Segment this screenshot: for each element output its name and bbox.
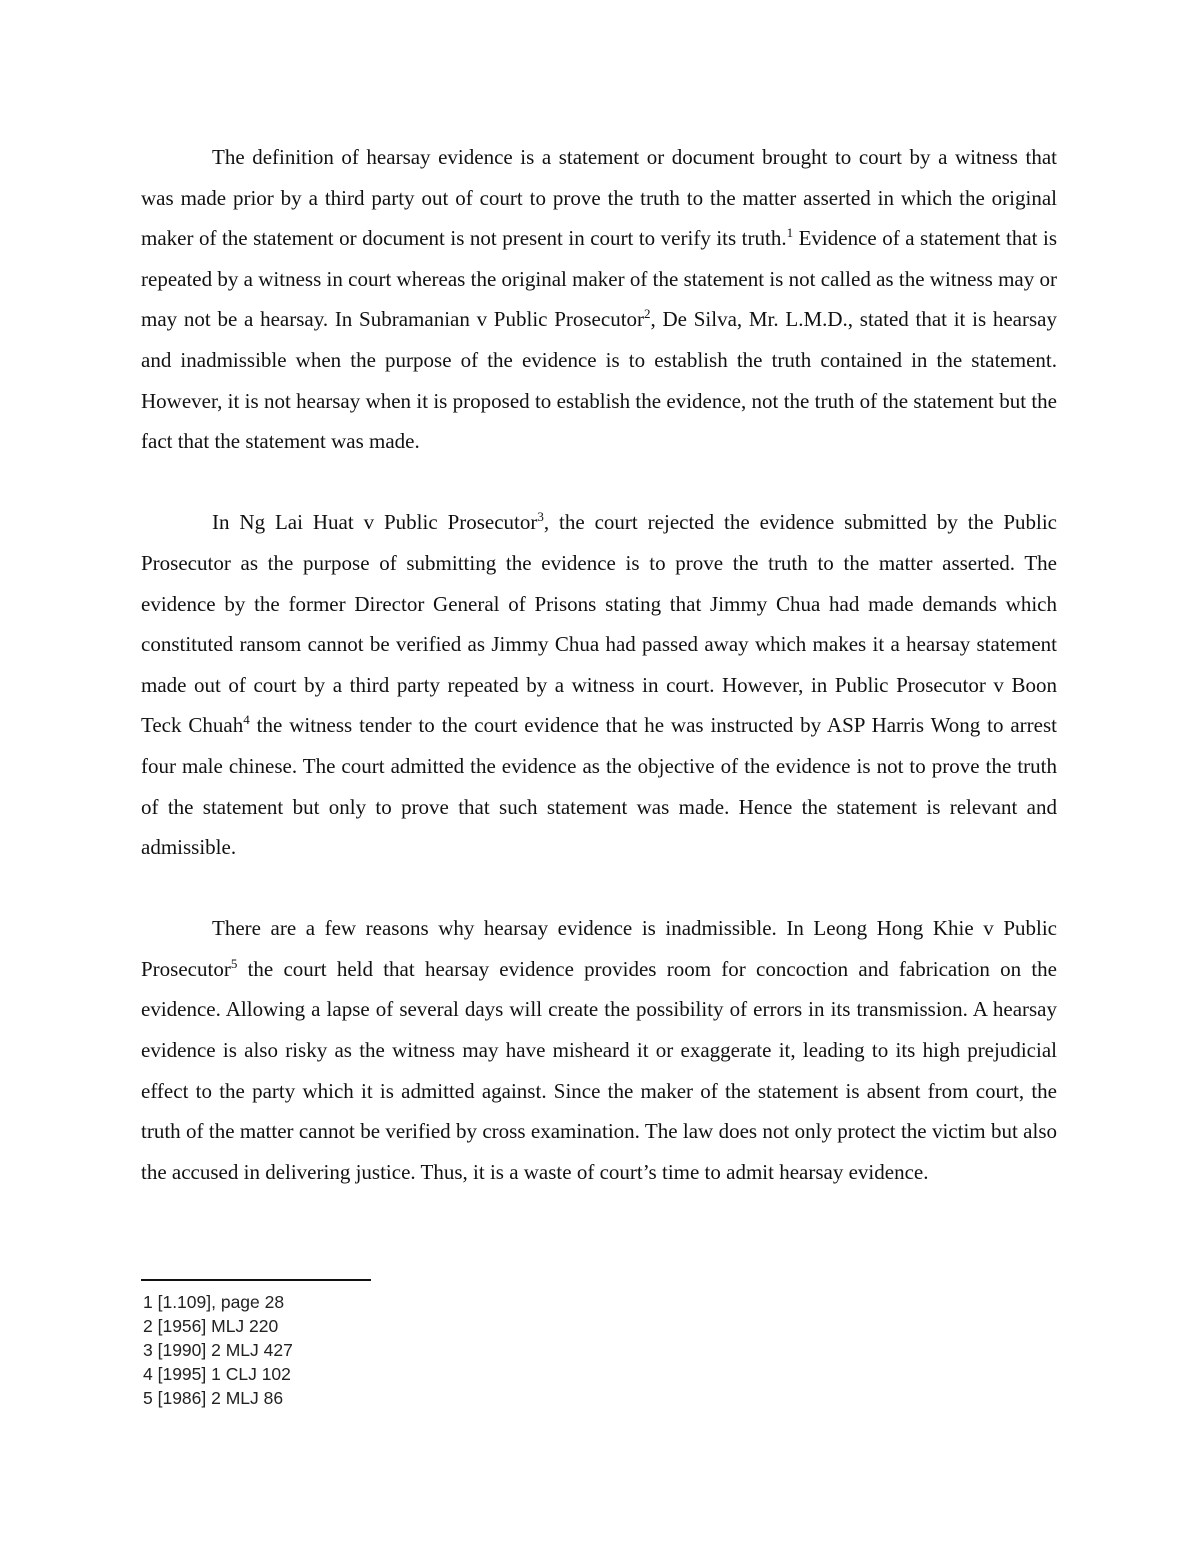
body-text — [141, 137, 1057, 1192]
footnotes — [143, 1290, 743, 1410]
paragraph-text: , De Silva, Mr. L.M.D., stated that it is hearsay and inadmissible when the purpose of the evidence is to establish the truth contained in the statement. However, it is not hearsay when it is proposed to establish the evidence, not the truth of the statement but the fact that the statement was made. — [141, 307, 1057, 454]
footnote-ref-2: 2 — [644, 306, 651, 322]
paragraph-text: Evidence of a statement that is repeated by a witness in court whereas the original maker of the statement is not called as the witness may or may not be a hearsay. In Subramanian v Public Prosecutor — [141, 226, 1057, 332]
footnote-2: 2 [1956] MLJ 220 — [143, 1316, 279, 1336]
footnote-separator — [141, 1279, 371, 1281]
footnote-ref-4: 4 — [243, 712, 250, 728]
paragraph-text: There are a few reasons why hearsay evidence is inadmissible. In Leong Hong Khie v Public Prosecutor — [141, 916, 1057, 981]
paragraph-2 — [141, 502, 1057, 867]
footnote-5: 5 [1986] 2 MLJ 86 — [143, 1388, 284, 1408]
paragraph-text: , the court rejected the evidence submitted by the Public Prosecutor as the purpose of submitting the evidence is to prove the truth to the matter asserted. The evidence by the former Director General of Prisons stating that Jimmy Chua had made demands which constituted ransom cannot be verified as Jimmy Chua had passed away which makes it a hearsay statement made out of court by a third party repeated by a witness in court. However, in Public Prosecutor v Boon Teck Chuah — [141, 510, 1057, 738]
paragraph-text: The definition of hearsay evidence is a statement or document brought to court by a witness that was made prior by a third party out of court to prove the truth to the matter asserted in which the original maker of the statement or document is not present in court to verify its truth. — [141, 145, 1057, 251]
footnote-ref-3: 3 — [537, 509, 544, 525]
paragraph-1 — [141, 137, 1057, 462]
paragraph-text: In Ng Lai Huat v Public Prosecutor — [212, 510, 538, 535]
footnote-4: 4 [1995] 1 CLJ 102 — [143, 1364, 291, 1384]
footnote-3: 3 [1990] 2 MLJ 427 — [143, 1340, 293, 1360]
footnote-ref-1: 1 — [786, 225, 794, 241]
paragraph-text: the witness tender to the court evidence that he was instructed by ASP Harris Wong to arrest four male chinese. The court admitted the evidence as the objective of the evidence is not to prove the truth of the statement but only to prove that such statement was made. Hence the statement is relevant and admissible. — [141, 713, 1057, 860]
paragraph-3 — [141, 908, 1057, 1192]
footnote-1: 1 [1.109], page 28 — [143, 1292, 285, 1312]
paragraph-text: the court held that hearsay evidence provides room for concoction and fabrication on the evidence. Allowing a lapse of several days will create the possibility of errors in its transmission. A hearsay evidence is also risky as the witness may have misheard it or exaggerate it, leading to its high prejudicial effect to the party which it is admitted against. Since the maker of the statement is absent from court, the truth of the matter cannot be verified by cross examination. The law does not only protect the victim but also the accused in delivering justice. Thus, it is a waste of court’s time to admit hearsay evidence. — [141, 956, 1057, 1184]
footnote-ref-5: 5 — [230, 955, 238, 971]
